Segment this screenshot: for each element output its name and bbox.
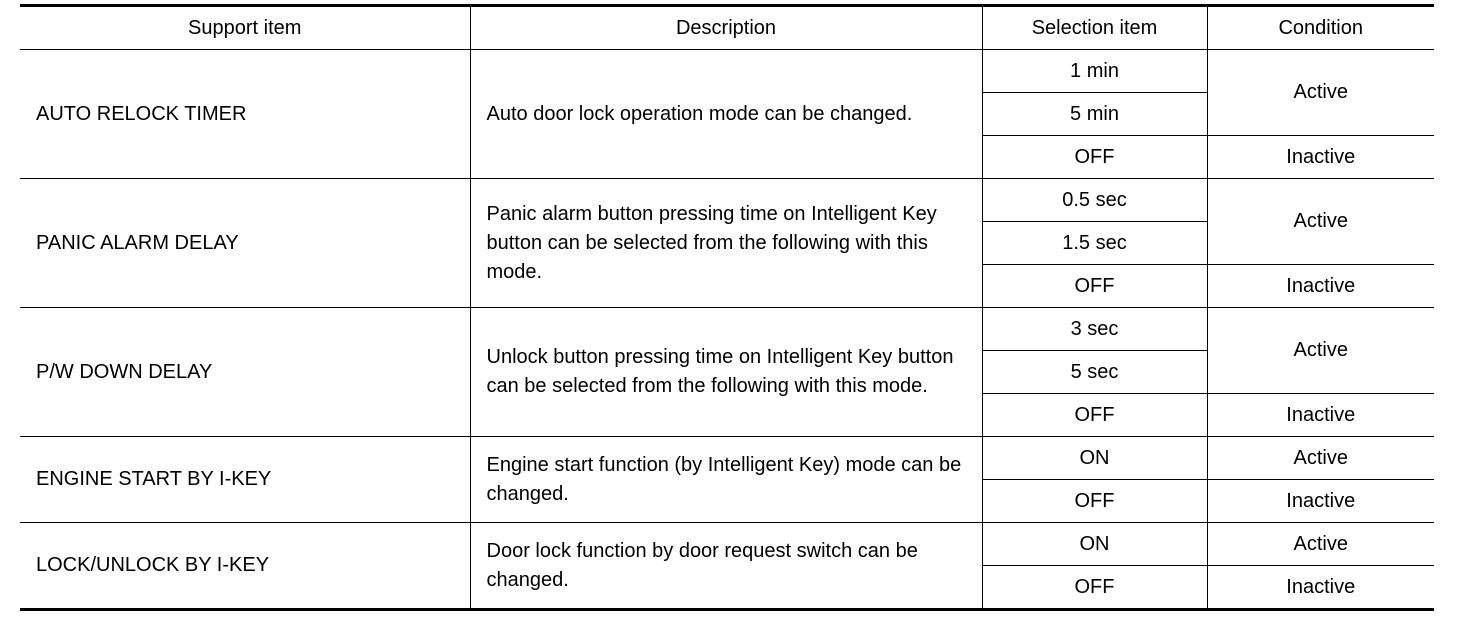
table-row	[20, 179, 1434, 222]
selection-item-cell: OFF	[982, 265, 1207, 308]
selection-item-cell: 5 sec	[982, 351, 1207, 394]
selection-item-cell: 5 min	[982, 93, 1207, 136]
selection-item-cell: 0.5 sec	[982, 179, 1207, 222]
support-item-cell: AUTO RELOCK TIMER	[20, 50, 470, 179]
description-cell: Engine start function (by Intelligent Key) mode can be changed.	[470, 437, 982, 523]
description-cell: Auto door lock operation mode can be changed.	[470, 50, 982, 179]
header-selection-item: Selection item	[982, 6, 1207, 50]
table-row	[20, 437, 1434, 480]
condition-cell: Active	[1207, 179, 1434, 265]
selection-item-cell: ON	[982, 437, 1207, 480]
condition-cell: Inactive	[1207, 566, 1434, 610]
selection-item-cell: OFF	[982, 394, 1207, 437]
table-header-row	[20, 6, 1434, 50]
condition-cell: Inactive	[1207, 136, 1434, 179]
condition-cell: Inactive	[1207, 394, 1434, 437]
header-condition: Condition	[1207, 6, 1434, 50]
description-cell: Unlock button pressing time on Intelligent Key button can be selected from the following with this mode.	[470, 308, 982, 437]
header-description: Description	[470, 6, 982, 50]
condition-cell: Active	[1207, 308, 1434, 394]
condition-cell: Inactive	[1207, 480, 1434, 523]
header-support-item: Support item	[20, 6, 470, 50]
condition-cell: Active	[1207, 437, 1434, 480]
condition-cell: Active	[1207, 50, 1434, 136]
condition-cell: Active	[1207, 523, 1434, 566]
support-item-cell: ENGINE START BY I-KEY	[20, 437, 470, 523]
selection-item-cell: OFF	[982, 136, 1207, 179]
selection-item-cell: OFF	[982, 480, 1207, 523]
selection-item-cell: ON	[982, 523, 1207, 566]
table-row	[20, 523, 1434, 566]
selection-item-cell: 1.5 sec	[982, 222, 1207, 265]
support-item-cell: PANIC ALARM DELAY	[20, 179, 470, 308]
selection-item-cell: 1 min	[982, 50, 1207, 93]
support-item-table	[20, 4, 1434, 611]
selection-item-cell: OFF	[982, 566, 1207, 610]
condition-cell: Inactive	[1207, 265, 1434, 308]
support-item-cell: LOCK/UNLOCK BY I-KEY	[20, 523, 470, 610]
selection-item-cell: 3 sec	[982, 308, 1207, 351]
description-cell: Panic alarm button pressing time on Intelligent Key button can be selected from the following with this mode.	[470, 179, 982, 308]
support-item-cell: P/W DOWN DELAY	[20, 308, 470, 437]
table-row	[20, 308, 1434, 351]
description-cell: Door lock function by door request switch can be changed.	[470, 523, 982, 610]
table-row	[20, 50, 1434, 93]
